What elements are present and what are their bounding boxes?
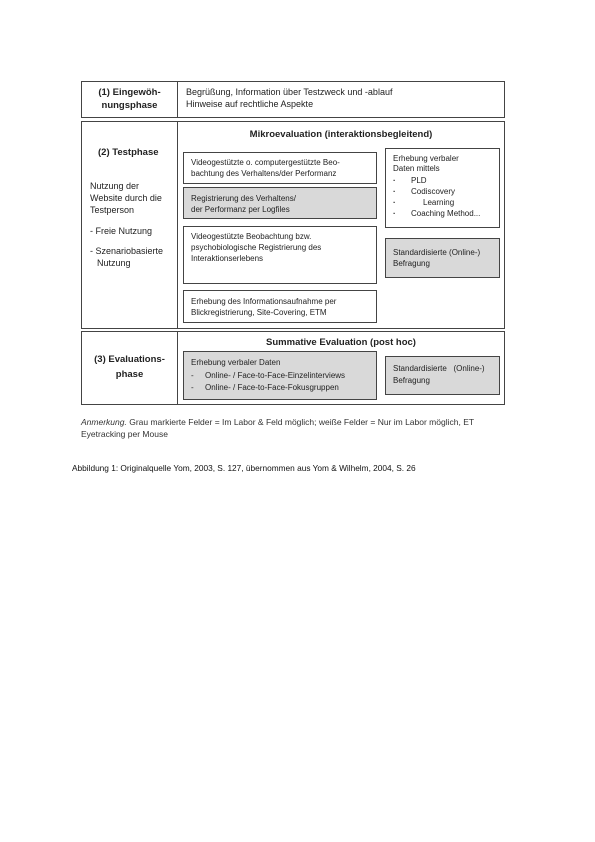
psycho-line2: psychobiologische Registrierung des — [191, 243, 322, 252]
standard-post-line1: Standardisierte (Online-) — [393, 364, 485, 373]
verbal-item-coaching: Coaching Method... — [411, 209, 481, 218]
figure-caption: Abbildung 1: Originalquelle Yom, 2003, S. 127, übernommen aus Yom & Wilhelm, 2004, S. 26 — [72, 463, 416, 473]
row3-label-line2: phase — [115, 369, 144, 380]
micro-eval-header: Mikroevaluation (interaktionsbegleitend) — [249, 129, 433, 140]
row2-left-line3: Testperson — [90, 205, 135, 215]
row1-text-line2: Hinweise auf rechtliche Aspekte — [186, 99, 314, 109]
box-verbal-data — [385, 148, 500, 228]
verbal-item — [393, 208, 480, 219]
box-logfiles — [183, 187, 377, 219]
row2-label-box — [81, 121, 178, 329]
verbal-item — [393, 175, 480, 186]
eye-line1: Erhebung des Informationsaufnahme per — [191, 297, 337, 306]
log-line2: der Performanz per Logfiles — [191, 205, 290, 214]
row2-scenario-line1: - Szenariobasierte — [90, 246, 164, 256]
row1-text-line1: Begrüßung, Information über Testzweck und -ablauf — [186, 87, 393, 97]
interviews-item1: - Online- / Face-to-Face-Einzelinterviews — [191, 370, 345, 381]
verbal-items-list — [393, 175, 480, 219]
log-line1: Registrierung des Verhaltens/ — [191, 194, 296, 203]
interviews-title: Erhebung verbaler Daten — [191, 358, 281, 367]
psycho-line3: Interaktionserlebens — [191, 254, 264, 263]
box-standardized-survey — [385, 238, 500, 278]
row1-label-line2: nungsphase — [101, 100, 158, 111]
video-line1: Videogestützte o. computergestützte Beo- — [191, 158, 340, 167]
note-text: Grau markierte Felder = Im Labor & Feld möglich; weiße Felder = Nur im Labor möglich, ET — [126, 417, 475, 427]
row1-label-line1: (1) Eingewöh- — [98, 87, 161, 98]
row3-label-box — [81, 331, 178, 405]
standard-line1: Standardisierte (Online-) — [393, 248, 481, 257]
box-verbal-interviews — [183, 351, 377, 400]
verbal-title-line1: Erhebung verbaler — [393, 154, 459, 163]
verbal-item-codiscovery: Codiscovery — [411, 187, 456, 196]
box-psychobiological — [183, 226, 377, 284]
psycho-line1: Videogestützte Beobachtung bzw. — [191, 232, 312, 241]
standard-line2: Befragung — [393, 259, 430, 268]
eye-line2: Blickregistrierung, Site-Covering, ETM — [191, 308, 327, 317]
figure-note — [81, 417, 474, 428]
box-video-observation — [183, 152, 377, 184]
verbal-item-pld: PLD — [411, 176, 427, 185]
note-label: Anmerkung. — [81, 417, 127, 427]
row3-label-line1: (3) Evaluations- — [94, 354, 165, 365]
box-standardized-survey-post — [385, 356, 500, 395]
verbal-item-learning: Learning — [423, 198, 455, 207]
row2-left-line1: Nutzung der — [90, 181, 140, 191]
verbal-item — [393, 186, 480, 197]
verbal-title-line2: Daten mittels — [393, 164, 440, 173]
row1-label-box — [81, 81, 178, 118]
verbal-item-cont — [393, 197, 480, 208]
interviews-item2: - Online- / Face-to-Face-Fokusgruppen — [191, 382, 339, 393]
box-eyetracking — [183, 290, 377, 323]
standard-post-line2: Befragung — [393, 376, 430, 385]
row2-left-line2: Website durch die — [90, 193, 162, 203]
row2-label: (2) Testphase — [98, 147, 159, 158]
video-line2: bachtung des Verhaltens/der Performanz — [191, 169, 337, 178]
row2-free-usage: - Freie Nutzung — [90, 226, 153, 236]
figure-note-line2: Eyetracking per Mouse — [81, 429, 168, 439]
row1-content-box — [177, 81, 505, 118]
summative-eval-header: Summative Evaluation (post hoc) — [266, 337, 416, 348]
row2-scenario-line2: Nutzung — [97, 258, 131, 268]
